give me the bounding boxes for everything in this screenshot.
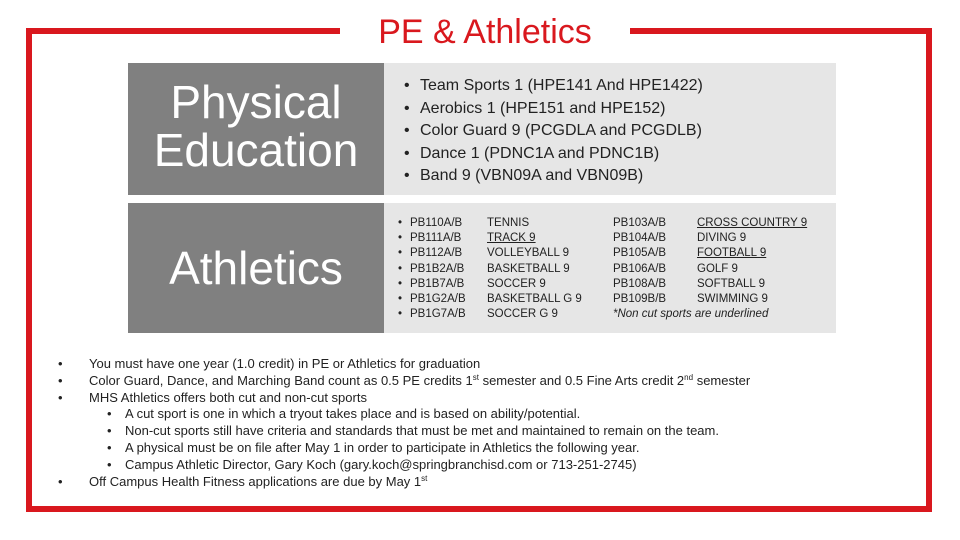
list-item: DIVING 9 [697,232,747,245]
athletics-codes-col1 [398,216,466,322]
athletics-course-panel [384,203,836,333]
cut-sport-sublist [89,406,916,473]
list-item: • PB1G2A/B [398,293,466,306]
list-item: • Campus Athletic Director, Gary Koch (gary.koch@springbranchisd.com or 713-251-2745) [107,456,637,472]
list-item: • Off Campus Health Fitness applications are due by May 1st [58,473,428,489]
list-item: • MHS Athletics offers both cut and non-cut sports • A cut sport is one in which a tryout takes place and is based on ability/potential. • Non-cut sports still have criteria and standards that must be met and maintained to remain on the team. • A physical must be on file after May 1 in order to participate in Athletics the following year. • Campus Athletic Director, Gary Koch (gary.koch@springbranchisd.com or 713-251-2745) [56,390,916,474]
list-item: • PB112A/B [398,247,463,260]
list-item: • Color Guard 9 (PCGDLA and PCGDLB) [404,122,702,139]
list-item: • PB111A/B [398,232,462,245]
athletics-box [128,203,384,333]
list-item: FOOTBALL 9 [697,247,767,260]
list-item: TRACK 9 [487,232,536,245]
pe-label-line1: Physical [170,76,342,128]
list-item: • PB1B2A/B [398,262,465,275]
list-item: SOCCER G 9 [487,308,558,321]
list-item: BASKETBALL 9 [487,262,570,275]
list-item: • You must have one year (1.0 credit) in PE or Athletics for graduation [58,356,481,371]
list-item: • A physical must be on file after May 1 in order to participate in Athletics the following year. [107,439,640,455]
list-item: • Aerobics 1 (HPE151 and HPE152) [404,99,666,117]
pe-label-line2: Education [153,124,359,176]
list-item: • PB1B7A/B [398,277,465,290]
list-item: SOCCER 9 [487,277,546,290]
list-item: PB106A/B [613,262,667,275]
list-item: PB108A/B [613,277,667,290]
list-item: BASKETBALL G 9 [487,293,582,306]
graduation-notes [56,356,916,490]
list-item: • Color Guard, Dance, and Marching Band count as 0.5 PE credits 1st semester and 0.5 Fine Arts credit 2nd semester [58,372,751,388]
list-item: • PB1G7A/B [398,308,466,321]
physical-education-box [128,63,384,195]
list-item: • Band 9 (VBN09A and VBN09B) [404,167,644,184]
athletics-sports-col4 [697,216,807,307]
list-item: PB104A/B [613,232,667,245]
list-item: VOLLEYBALL 9 [487,247,570,260]
list-item: • Non-cut sports still have criteria and standards that must be met and maintained to remain on the team. [107,423,719,439]
list-item: • A cut sport is one in which a tryout takes place and is based on ability/potential. [107,406,581,422]
list-item: PB105A/B [613,247,667,260]
pe-course-panel [384,63,836,195]
list-item: PB109B/B [613,293,667,306]
list-item: • Team Sports 1 (HPE141 And HPE1422) [404,77,703,94]
title-wrap [340,10,630,54]
list-item: • Dance 1 (PDNC1A and PDNC1B) [404,144,660,162]
list-item: SWIMMING 9 [697,293,768,306]
list-item: CROSS COUNTRY 9 [697,217,808,229]
non-cut-note: *Non cut sports are underlined [613,308,769,321]
athletics-label: Athletics [169,242,343,294]
list-item: PB103A/B [613,217,667,229]
list-item: GOLF 9 [697,262,738,275]
list-item: SOFTBALL 9 [697,277,765,290]
pe-course-list [404,75,703,188]
athletics-sports-col2 [487,216,582,322]
list-item: TENNIS [487,217,530,229]
page-title: PE & Athletics [378,13,592,51]
list-item: • PB110A/B [398,217,463,229]
